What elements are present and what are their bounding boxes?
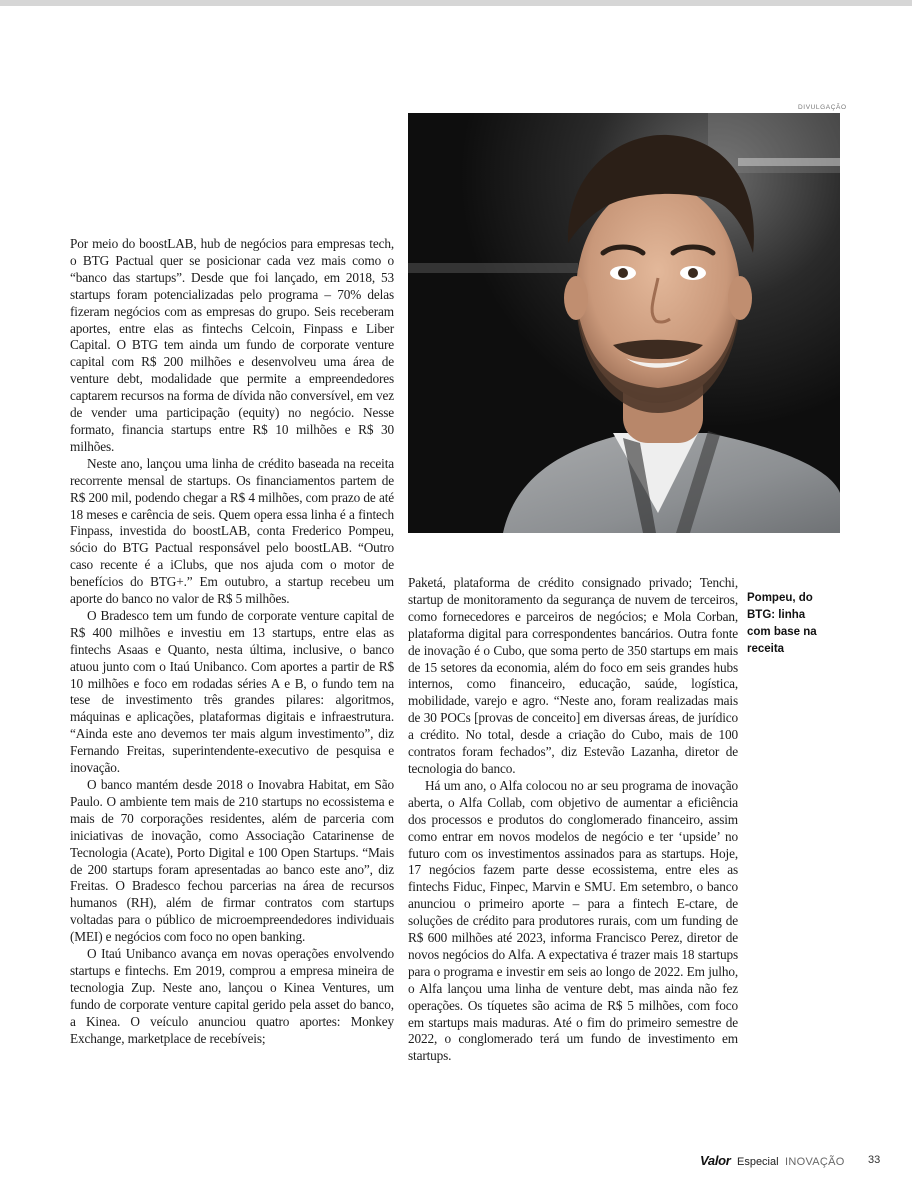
article-column-right (408, 575, 738, 1065)
photo-caption: Pompeu, do BTG: linha com base na receita (747, 592, 817, 655)
section-label: INOVAÇÃO (785, 1156, 845, 1168)
publication-logo: Valor (700, 1153, 731, 1168)
page-footer (700, 1152, 880, 1172)
paragraph-itau: O Itaú Unibanco avança em novas operações envolvendo startups e fintechs. Em 2019, comprou a empresa mineira de tecnologia Zup. Neste ano, lançou o Kinea Ventures, um fundo de corporate venture capital gerido pela asset do banco, a Kinea. O veículo anunciou quatro aportes: Monkey Exchange, marketplace de recebíveis; (70, 946, 394, 1046)
paragraph-itau-continued: Paketá, plataforma de crédito consignado privado; Tenchi, startup de monitoramento da segurança de nuvem de terceiros, como fornecedores e parceiros de negócios; e Mola Corban, plataforma digital para correspondentes bancários. Outra fonte de inovação é o Cubo, que soma perto de 350 startups em mais de 15 setores da economia, além do foco em seis grandes hubs internos, como financeiro, educação, saúde, logística, mobilidade, varejo e agro. “Neste ano, foram realizadas mais de 30 POCs [provas de conceito] em diversas áreas, de jurídico a crédito. No total, desde a criação do Cubo, mais de 100 contratos foram fechados”, diz Estevão Lazanha, diretor de tecnologia do banco. (408, 575, 738, 776)
paragraph-bradesco-fund: O Bradesco tem um fundo de corporate venture capital de R$ 400 milhões e investiu em 13 startups, entre elas as fintechs Asaas e Quanto, nesta última, inclusive, o banco atuou junto com o Itaú Unibanco. Com aportes a partir de R$ 10 milhões e foco em rodadas séries A e B, o fundo tem na tese de investimento três grandes pilares: algoritmos, máquinas e aplicações, plataformas digitais e infraestrutura. “Ainda este ano devemos ter mais algum investimento”, diz Fernando Freitas, superintendente-executivo de pesquisa e inovação. (70, 607, 394, 776)
paragraph-inovabra: O banco mantém desde 2018 o Inovabra Habitat, em São Paulo. O ambiente tem mais de 210 startups no ecossistema e mais de 70 corporações residentes, além de parceria com iniciativas de inovação, como Associação Catarinense de Tecnologia (Acate), Porto Digital e 100 Open Startups. “Mais de 200 startups foram apresentadas ao banco este ano”, diz Freitas. O Bradesco fechou parcerias na área de recursos humanos (RH), além de firmar contratos com startups voltadas para o público de microempreendedores individuais (MEI) e negócios com foco no open banking. (70, 777, 394, 945)
page-number: 33 (868, 1154, 881, 1166)
top-border (0, 0, 912, 6)
portrait-illustration (408, 113, 840, 533)
edition-label: Especial (736, 1156, 779, 1168)
paragraph-credit-line: Neste ano, lançou uma linha de crédito baseada na receita recorrente mensal de startups. Os financiamentos partem de R$ 200 mil, podendo chegar a R$ 4 milhões, com prazo de até 18 meses e carência de seis. Quem opera essa linha é a fintech Finpass, investida do boostLAB, conta Frederico Pompeu, sócio do BTG Pactual responsável pelo boostLAB. “Outro caso recente é a iClubs, que nos ajuda com o motor de benefícios do BTG+.” Em outubro, a startup recebeu um aporte do banco no valor de R$ 5 milhões. (70, 455, 394, 607)
photo-credit: DIVULGAÇÃO (798, 104, 847, 111)
paragraph-boostlab: Por meio do boostLAB, hub de negócios para empresas tech, o BTG Pactual quer se posicionar cada vez mais como o “banco das startups”. Desde que foi lançado, em 2018, 53 startups foram potencializadas pelo programa – 70% delas fizeram negócios com as empresas do grupo. Seis receberam aportes, entre elas as fintechs Celcoin, Finpass e Liber Capital. O BTG tem ainda um fundo de corporate venture capital com R$ 200 milhões e desenvolveu uma área de venture debt, modalidade que permite a empreendedores captarem recursos na forma de dívida não conversível, em vez de vender uma participação (equity) no negócio. Nesse formato, financia startups entre R$ 10 milhões e R$ 30 milhões. (70, 236, 394, 454)
paragraph-alfa-collab: Há um ano, o Alfa colocou no ar seu programa de inovação aberta, o Alfa Collab, com objetivo de aumentar a eficiência dos processos e produtos do conglomerado financeiro, assim como entrar em novos modelos de negócio e ter ‘upside’ no futuro com os investimentos assinados para as startups. Hoje, 17 negócios fazem parte desse ecossistema, entre eles as fintechs Fiduc, Finpec, Marvin e SMU. Em setembro, o banco anunciou o primeiro aporte – para a fintech E-ctare, de soluções de crédito para produtores rurais, com um funding de R$ 600 milhões até 2023, informa Francisco Perez, diretor de novos negócios do Alfa. A expectativa é trazer mais 18 startups para o programa e investir em seis ao longo de 2022. Em julho, o Alfa lançou uma linha de venture debt, mas ainda não fez operações. Os tíquetes são acima de R$ 5 milhões, com foco em startups mais maduras. Até o fim do primeiro semestre de 2022, o conglomerado terá um fundo de investimento em startups. (408, 777, 738, 1064)
portrait-photo (408, 113, 840, 533)
article-column-left (70, 236, 394, 1048)
